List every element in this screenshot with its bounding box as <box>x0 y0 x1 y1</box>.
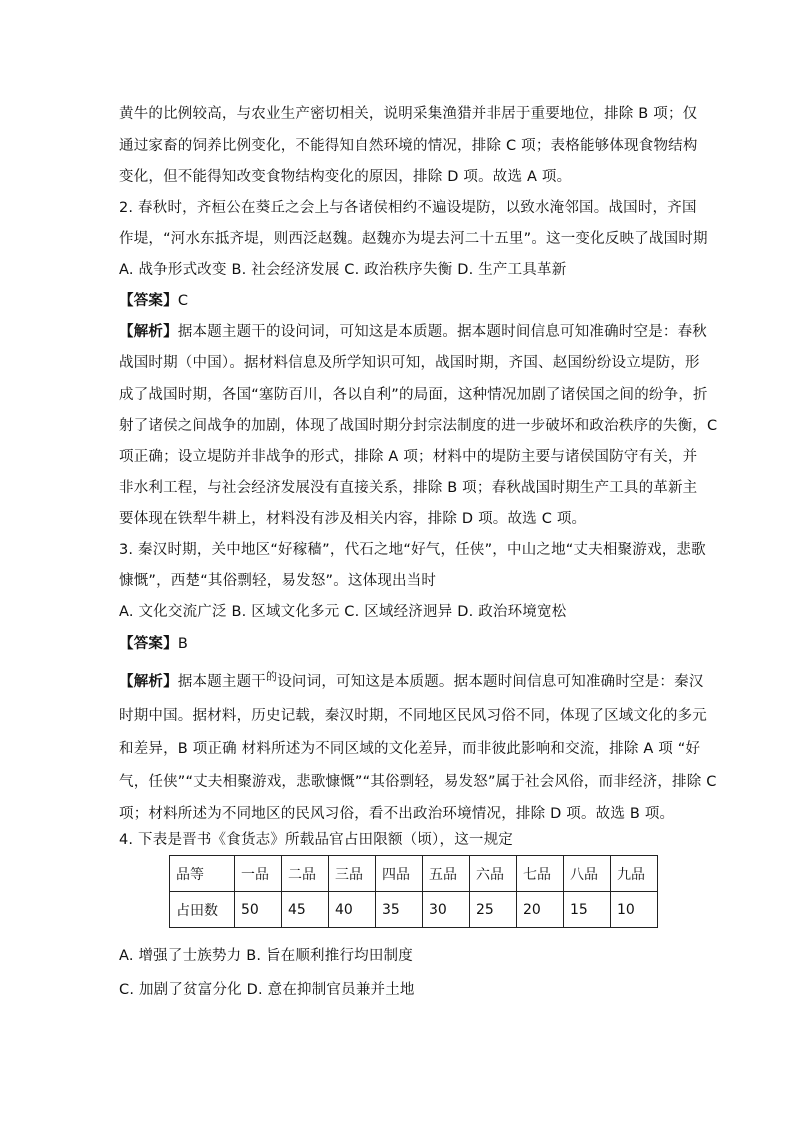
rank-cell: 四品 <box>376 856 423 892</box>
q1-analysis-line: 黄牛的比例较高，与农业生产密切相关，说明采集渔猎并非居于重要地位，排除 B 项；仅 <box>119 106 698 122</box>
quota-cell: 25 <box>470 892 517 928</box>
q4-options: C. 加剧了贫富分化 D. 意在抑制官员兼并土地 <box>119 982 415 998</box>
analysis-text: 据本题主题干的设问词，可知这是本质题。据本题时间信息可知准确时空是：春秋 <box>177 324 708 340</box>
analysis-label: 【解析】 <box>119 324 178 340</box>
analysis-text: 设问词，可知这是本质题。据本题时间信息可知准确时空是：秦汉 <box>277 674 704 690</box>
table-row-quotas <box>170 892 658 928</box>
analysis-label: 【解析】 <box>119 674 178 690</box>
quota-cell: 50 <box>235 892 282 928</box>
table-header-cell: 占田数 <box>170 892 235 928</box>
q2-analysis-line: 项正确；设立堤防并非战争的形式，排除 A 项；材料中的堤防主要与诸侯国防守有关，并 <box>119 449 698 465</box>
land-quota-table <box>169 855 658 928</box>
q3-analysis-line: 和差异，B 项正确 材料所述为不同区域的文化差异，而非彼此影响和交流，排除 A 项 “好 <box>119 741 701 757</box>
rank-cell: 六品 <box>470 856 517 892</box>
quota-cell: 45 <box>282 892 329 928</box>
answer-value: B <box>177 636 188 652</box>
q3-options: A. 文化交流广泛 B. 区域文化多元 C. 区域经济迥异 D. 政治环境宽松 <box>119 604 567 620</box>
answer-label: 【答案】 <box>119 636 178 652</box>
quota-cell: 15 <box>564 892 611 928</box>
answer-label: 【答案】 <box>119 293 178 309</box>
q3-analysis-line: 项；材料所述为不同地区的民风习俗，看不出政治环境情况，排除 D 项。故选 B 项。 <box>119 806 675 822</box>
q2-analysis-line: 非水利工程，与社会经济发展没有直接关系，排除 B 项；春秋战国时期生产工具的革新主 <box>119 480 698 496</box>
rank-cell: 八品 <box>564 856 611 892</box>
rank-cell: 二品 <box>282 856 329 892</box>
rank-cell: 三品 <box>329 856 376 892</box>
q4-options: A. 增强了士族势力 B. 旨在顺利推行均田制度 <box>119 948 413 964</box>
q2-options: A. 战争形式改变 B. 社会经济发展 C. 政治秩序失衡 D. 生产工具革新 <box>119 262 567 278</box>
q3-analysis-line: 气，任侠”“丈夫相聚游戏，悲歌慷慨”“其俗剽轻，易发怒”属于社会风俗，而非经济，排除 C <box>119 774 717 790</box>
q2-analysis-line <box>119 322 707 342</box>
quota-cell: 10 <box>611 892 658 928</box>
quota-cell: 30 <box>423 892 470 928</box>
table-row-ranks <box>170 856 658 892</box>
rank-cell: 一品 <box>235 856 282 892</box>
q3-analysis-line: 时期中国。据材料，历史记载，秦汉时期，不同地区民风习俗不同，体现了区域文化的多元 <box>119 708 707 724</box>
analysis-superscript: 的 <box>266 670 278 683</box>
q2-stem-line: 作堤，“河水东抵齐堤，则西泛赵魏。赵魏亦为堤去河二十五里”。这一变化反映了战国时期 <box>119 231 708 247</box>
rank-cell: 九品 <box>611 856 658 892</box>
q2-stem-line: 2. 春秋时，齐桓公在葵丘之会上与各诸侯相约不遍设堤防，以致水淹邻国。战国时，齐国 <box>119 200 697 216</box>
q2-analysis-line: 成了战国时期，各国“塞防百川，各以自利”的局面，这种情况加剧了诸侯国之间的纷争，折 <box>119 387 708 403</box>
q2-analysis-line: 射了诸侯之间战争的加剧，体现了战国时期分封宗法制度的进一步破坏和政治秩序的失衡，C <box>119 418 718 434</box>
q3-stem-line: 3. 秦汉时期，关中地区“好稼穑”，代石之地“好气，任侠”，中山之地“丈夫相聚游戏，悲歌 <box>119 542 706 558</box>
quota-cell: 20 <box>517 892 564 928</box>
analysis-text: 据本题主题干 <box>177 674 267 690</box>
q2-answer <box>119 291 188 311</box>
q3-stem-line: 慷慨”，西楚“其俗剽轻，易发怒”。这体现出当时 <box>119 573 437 589</box>
q3-analysis-line <box>119 672 704 693</box>
q2-analysis-line: 战国时期（中国）。据材料信息及所学知识可知，战国时期，齐国、赵国纷纷设立堤防，形 <box>119 355 700 371</box>
table-header-cell: 品等 <box>170 856 235 892</box>
rank-cell: 七品 <box>517 856 564 892</box>
q1-analysis-line: 变化，但不能得知改变食物结构变化的原因，排除 D 项。故选 A 项。 <box>119 169 572 185</box>
q2-analysis-line: 要体现在铁犁牛耕上，材料没有涉及相关内容，排除 D 项。故选 C 项。 <box>119 511 587 527</box>
q4-stem: 4. 下表是晋书《食货志》所载品官占田限额（顷），这一规定 <box>119 832 513 848</box>
q3-answer <box>119 634 188 654</box>
quota-cell: 40 <box>329 892 376 928</box>
quota-cell: 35 <box>376 892 423 928</box>
rank-cell: 五品 <box>423 856 470 892</box>
q1-analysis-line: 通过家畜的饲养比例变化，不能得知自然环境的情况，排除 C 项；表格能够体现食物结构 <box>119 138 698 154</box>
answer-value: C <box>177 293 189 309</box>
